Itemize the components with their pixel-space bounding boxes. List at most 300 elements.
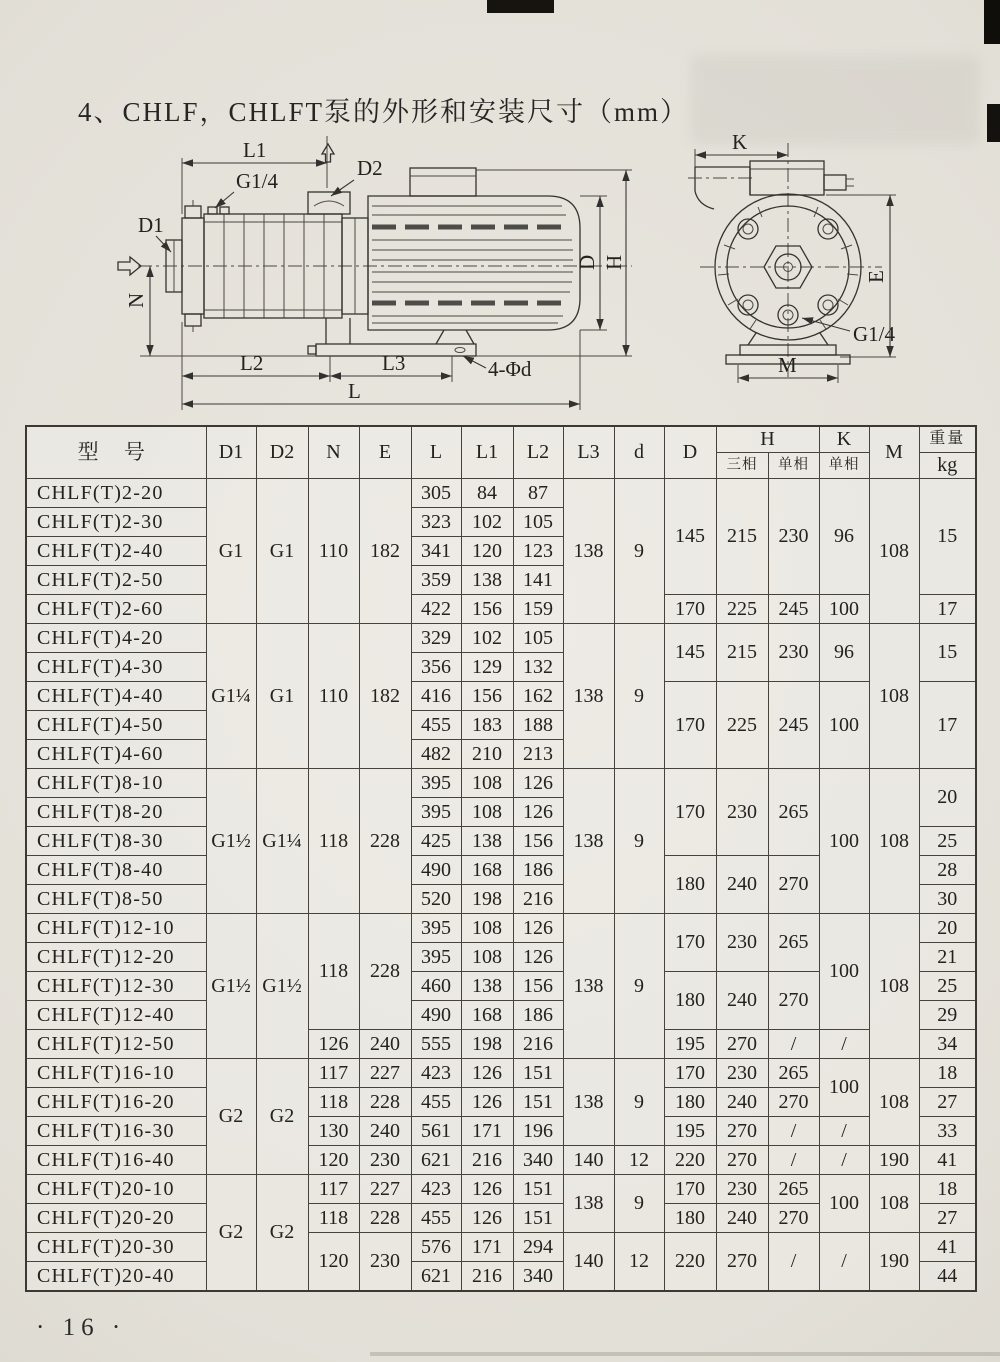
cell: 182 xyxy=(359,624,411,769)
cell: G1 xyxy=(206,479,256,624)
cell: 228 xyxy=(359,769,411,914)
cell: 105 xyxy=(513,624,563,653)
model-cell: CHLF(T)20-40 xyxy=(26,1262,206,1292)
table-row xyxy=(26,595,976,624)
cell: 323 xyxy=(411,508,461,537)
cell: 102 xyxy=(461,508,513,537)
discharge-elbow xyxy=(695,167,750,209)
cell: 145 xyxy=(664,624,716,682)
cell: 108 xyxy=(461,769,513,798)
terminal-box xyxy=(410,168,476,196)
cell: 96 xyxy=(819,479,869,595)
cell: 230 xyxy=(716,1175,768,1204)
cell: 108 xyxy=(869,479,919,624)
cell: 110 xyxy=(308,624,359,769)
cell: 228 xyxy=(359,1088,411,1117)
dim-label-l3: L3 xyxy=(382,351,406,375)
cell: 395 xyxy=(411,914,461,943)
cell: 118 xyxy=(308,769,359,914)
dimensions-table xyxy=(25,425,977,1292)
cell: 265 xyxy=(768,769,819,856)
cell: 240 xyxy=(716,972,768,1030)
cell: 156 xyxy=(461,595,513,624)
cell: 100 xyxy=(819,1175,869,1233)
cell: 162 xyxy=(513,682,563,711)
cell: 455 xyxy=(411,711,461,740)
cell: 340 xyxy=(513,1146,563,1175)
cell: 138 xyxy=(563,1059,614,1146)
cell: 227 xyxy=(359,1059,411,1088)
dim-label-g14: G1/4 xyxy=(236,169,278,193)
cell: 230 xyxy=(716,1059,768,1088)
col-header-d: d xyxy=(614,426,664,479)
cell: 12 xyxy=(614,1233,664,1292)
cell: 87 xyxy=(513,479,563,508)
cell: 270 xyxy=(716,1030,768,1059)
pump-side-view-drawing xyxy=(110,130,650,425)
cell: 33 xyxy=(919,1117,976,1146)
cell: 180 xyxy=(664,856,716,914)
cell: 423 xyxy=(411,1059,461,1088)
cell: 100 xyxy=(819,595,869,624)
cell: 356 xyxy=(411,653,461,682)
cell: 156 xyxy=(513,827,563,856)
cell: 482 xyxy=(411,740,461,769)
cell: 156 xyxy=(461,682,513,711)
cell: 126 xyxy=(461,1175,513,1204)
cell: 240 xyxy=(716,856,768,914)
table-row xyxy=(26,479,976,508)
cell: 555 xyxy=(411,1030,461,1059)
cell: 9 xyxy=(614,624,664,769)
col-header-l3: L3 xyxy=(563,426,614,479)
cell: 151 xyxy=(513,1088,563,1117)
scan-artifact xyxy=(370,1352,1000,1356)
model-cell: CHLF(T)8-30 xyxy=(26,827,206,856)
cell: 270 xyxy=(768,972,819,1030)
cell: 9 xyxy=(614,1175,664,1233)
cell: 118 xyxy=(308,1204,359,1233)
model-cell: CHLF(T)8-50 xyxy=(26,885,206,914)
cell: 18 xyxy=(919,1175,976,1204)
cell: 126 xyxy=(308,1030,359,1059)
dim-label-n: N xyxy=(124,292,148,308)
dim-label-l2: L2 xyxy=(240,351,264,375)
cell: / xyxy=(768,1146,819,1175)
flow-arrow-icon xyxy=(118,257,141,275)
cell: 168 xyxy=(461,1001,513,1030)
cell: 186 xyxy=(513,856,563,885)
cell: 15 xyxy=(919,624,976,682)
table-row xyxy=(26,1175,976,1204)
cell: 422 xyxy=(411,595,461,624)
cell: 117 xyxy=(308,1059,359,1088)
cell: 245 xyxy=(768,682,819,769)
cell: G2 xyxy=(256,1175,308,1292)
cell: 460 xyxy=(411,972,461,1001)
cell: 216 xyxy=(513,1030,563,1059)
model-cell: CHLF(T)12-30 xyxy=(26,972,206,1001)
col-header-e: E xyxy=(359,426,411,479)
col-header-l1: L1 xyxy=(461,426,513,479)
cell: 102 xyxy=(461,624,513,653)
cell: 561 xyxy=(411,1117,461,1146)
cell: 126 xyxy=(461,1088,513,1117)
header-row xyxy=(26,426,976,453)
cell: 182 xyxy=(359,479,411,624)
dim-label-g14: G1/4 xyxy=(853,322,895,346)
cell: 198 xyxy=(461,1030,513,1059)
model-cell: CHLF(T)2-50 xyxy=(26,566,206,595)
dim-label-e: E xyxy=(864,270,888,283)
cell: 305 xyxy=(411,479,461,508)
cell: G2 xyxy=(206,1175,256,1292)
cell: 151 xyxy=(513,1059,563,1088)
page-title: 4、CHLF，CHLFT泵的外形和安装尺寸（mm） xyxy=(78,97,690,127)
cell: 12 xyxy=(614,1146,664,1175)
col-header-d1: D1 xyxy=(206,426,256,479)
cell: 168 xyxy=(461,856,513,885)
cell: 28 xyxy=(919,856,976,885)
cell: / xyxy=(819,1030,869,1059)
cell: 123 xyxy=(513,537,563,566)
cell: 138 xyxy=(563,624,614,769)
cell: 108 xyxy=(869,769,919,914)
cell: G1 xyxy=(256,624,308,769)
cell: 151 xyxy=(513,1204,563,1233)
table-row xyxy=(26,1146,976,1175)
cell: 180 xyxy=(664,1204,716,1233)
cell: 27 xyxy=(919,1088,976,1117)
col-header-m: M xyxy=(869,426,919,479)
cell: 170 xyxy=(664,769,716,856)
model-cell: CHLF(T)4-30 xyxy=(26,653,206,682)
cell: G1¼ xyxy=(206,624,256,769)
cell: 294 xyxy=(513,1233,563,1262)
cell: 129 xyxy=(461,653,513,682)
cell: 240 xyxy=(359,1030,411,1059)
cell: 126 xyxy=(513,943,563,972)
cell: 126 xyxy=(461,1204,513,1233)
cell: 395 xyxy=(411,798,461,827)
cell: 132 xyxy=(513,653,563,682)
cell: 138 xyxy=(461,566,513,595)
cell: 270 xyxy=(768,1204,819,1233)
model-cell: CHLF(T)4-40 xyxy=(26,682,206,711)
cell: 455 xyxy=(411,1088,461,1117)
terminal-box xyxy=(750,161,824,195)
cell: 120 xyxy=(308,1146,359,1175)
cell: 490 xyxy=(411,1001,461,1030)
col-header-model: 型 号 xyxy=(26,426,206,479)
cell: 245 xyxy=(768,595,819,624)
page-number: · 16 · xyxy=(36,1314,127,1341)
cell: 156 xyxy=(513,972,563,1001)
model-cell: CHLF(T)16-10 xyxy=(26,1059,206,1088)
cell: 96 xyxy=(819,624,869,682)
cell: 126 xyxy=(513,914,563,943)
cell: 138 xyxy=(461,827,513,856)
cell: 29 xyxy=(919,1001,976,1030)
cell: G1½ xyxy=(206,769,256,914)
cell: 126 xyxy=(461,1059,513,1088)
cell: 171 xyxy=(461,1233,513,1262)
cell: 118 xyxy=(308,914,359,1030)
cell: 145 xyxy=(664,479,716,595)
cell: / xyxy=(819,1146,869,1175)
model-cell: CHLF(T)8-40 xyxy=(26,856,206,885)
cell: 180 xyxy=(664,1088,716,1117)
col-header-three-phase: 三相 xyxy=(716,453,768,479)
cell: 108 xyxy=(869,1059,919,1146)
cell: 20 xyxy=(919,769,976,827)
cell: / xyxy=(768,1233,819,1292)
dim-label-m: M xyxy=(778,353,797,377)
cell: 21 xyxy=(919,943,976,972)
cell: 151 xyxy=(513,1175,563,1204)
cell: 621 xyxy=(411,1262,461,1292)
cell: 230 xyxy=(359,1233,411,1292)
cell: 621 xyxy=(411,1146,461,1175)
cell: 170 xyxy=(664,1059,716,1088)
cell: 120 xyxy=(461,537,513,566)
dim-label-d1: D1 xyxy=(138,213,164,237)
cell: 265 xyxy=(768,1059,819,1088)
cell: 395 xyxy=(411,769,461,798)
cell: 17 xyxy=(919,595,976,624)
col-header-kg: kg xyxy=(919,453,976,479)
cell: 227 xyxy=(359,1175,411,1204)
cell: G1½ xyxy=(256,914,308,1059)
cell: 18 xyxy=(919,1059,976,1088)
cell: 41 xyxy=(919,1146,976,1175)
cell: 117 xyxy=(308,1175,359,1204)
cell: 41 xyxy=(919,1233,976,1262)
cell: 216 xyxy=(513,885,563,914)
cell: 228 xyxy=(359,1204,411,1233)
cell: 213 xyxy=(513,740,563,769)
cell: G2 xyxy=(256,1059,308,1175)
cell: 490 xyxy=(411,856,461,885)
model-cell: CHLF(T)12-50 xyxy=(26,1030,206,1059)
table-row xyxy=(26,1233,976,1262)
cell: / xyxy=(768,1117,819,1146)
model-cell: CHLF(T)16-40 xyxy=(26,1146,206,1175)
cell: / xyxy=(819,1233,869,1292)
dim-label-l: L xyxy=(348,379,361,403)
cell: 230 xyxy=(768,624,819,682)
cell: 100 xyxy=(819,769,869,914)
scan-artifact xyxy=(487,0,554,13)
cell: 240 xyxy=(359,1117,411,1146)
model-cell: CHLF(T)4-20 xyxy=(26,624,206,653)
dim-label-k: K xyxy=(732,130,748,154)
cell: 220 xyxy=(664,1233,716,1292)
cell: 520 xyxy=(411,885,461,914)
cell: 118 xyxy=(308,1088,359,1117)
cell: G1½ xyxy=(206,914,256,1059)
cell: 210 xyxy=(461,740,513,769)
model-cell: CHLF(T)16-30 xyxy=(26,1117,206,1146)
cell: 216 xyxy=(461,1262,513,1292)
cell: 108 xyxy=(869,914,919,1059)
cell: 20 xyxy=(919,914,976,943)
pump-front-view-drawing xyxy=(650,125,990,415)
table-row xyxy=(26,769,976,798)
dim-label-big-d: D xyxy=(575,254,599,270)
col-header-l2: L2 xyxy=(513,426,563,479)
col-header-weight: 重量 xyxy=(919,426,976,453)
model-cell: CHLF(T)2-20 xyxy=(26,479,206,508)
cell: 30 xyxy=(919,885,976,914)
cell: 230 xyxy=(359,1146,411,1175)
cell: 188 xyxy=(513,711,563,740)
flow-arrow-up-icon xyxy=(322,144,334,162)
model-cell: CHLF(T)4-50 xyxy=(26,711,206,740)
cell: 425 xyxy=(411,827,461,856)
cell: 195 xyxy=(664,1030,716,1059)
cell: 416 xyxy=(411,682,461,711)
cell: 576 xyxy=(411,1233,461,1262)
model-cell: CHLF(T)2-30 xyxy=(26,508,206,537)
cell: 265 xyxy=(768,1175,819,1204)
table-row xyxy=(26,1030,976,1059)
cell: 423 xyxy=(411,1175,461,1204)
col-header-single-phase: 单相 xyxy=(768,453,819,479)
dim-label-d2: D2 xyxy=(357,156,383,180)
cell: 100 xyxy=(819,914,869,1030)
cell: G1 xyxy=(256,479,308,624)
cell: 225 xyxy=(716,682,768,769)
cell: 126 xyxy=(513,769,563,798)
model-cell: CHLF(T)16-20 xyxy=(26,1088,206,1117)
cell: 228 xyxy=(359,914,411,1030)
cell: 108 xyxy=(461,798,513,827)
cell: 9 xyxy=(614,914,664,1059)
cell: 240 xyxy=(716,1088,768,1117)
cell: 171 xyxy=(461,1117,513,1146)
cell: 329 xyxy=(411,624,461,653)
cell: 17 xyxy=(919,682,976,769)
scan-artifact xyxy=(984,0,1000,44)
cell: 230 xyxy=(768,479,819,595)
cell: / xyxy=(768,1030,819,1059)
discharge-port xyxy=(308,192,350,214)
cell: 215 xyxy=(716,479,768,595)
cell: 170 xyxy=(664,682,716,769)
cell: 140 xyxy=(563,1146,614,1175)
model-cell: CHLF(T)8-20 xyxy=(26,798,206,827)
cell: 455 xyxy=(411,1204,461,1233)
cell: 138 xyxy=(563,1175,614,1233)
cell: 180 xyxy=(664,972,716,1030)
cell: 110 xyxy=(308,479,359,624)
dim-label-l1: L1 xyxy=(243,138,267,162)
cell: 108 xyxy=(869,624,919,769)
model-cell: CHLF(T)12-40 xyxy=(26,1001,206,1030)
cell: 140 xyxy=(563,1233,614,1292)
model-cell: CHLF(T)12-20 xyxy=(26,943,206,972)
cell: 190 xyxy=(869,1233,919,1292)
cell: 25 xyxy=(919,972,976,1001)
cell: 108 xyxy=(461,943,513,972)
cell: 108 xyxy=(869,1175,919,1233)
cell: 138 xyxy=(563,914,614,1059)
cell: 34 xyxy=(919,1030,976,1059)
cell: 183 xyxy=(461,711,513,740)
cell: 270 xyxy=(716,1117,768,1146)
cell: 9 xyxy=(614,479,664,624)
cell: 198 xyxy=(461,885,513,914)
cell: 170 xyxy=(664,914,716,972)
cell: 9 xyxy=(614,769,664,914)
table-row xyxy=(26,1117,976,1146)
cell: 25 xyxy=(919,827,976,856)
cell: 230 xyxy=(716,769,768,856)
model-cell: CHLF(T)2-40 xyxy=(26,537,206,566)
cell: 270 xyxy=(716,1233,768,1292)
dim-label-h: H xyxy=(602,254,626,270)
col-header-k-single-phase: 单相 xyxy=(819,453,869,479)
dim-label-bolt-holes: 4-Φd xyxy=(488,357,532,381)
model-cell: CHLF(T)20-10 xyxy=(26,1175,206,1204)
cell: 120 xyxy=(308,1233,359,1292)
cell: 186 xyxy=(513,1001,563,1030)
cell: 138 xyxy=(563,769,614,914)
cell: 100 xyxy=(819,682,869,769)
cell: 44 xyxy=(919,1262,976,1292)
model-cell: CHLF(T)2-60 xyxy=(26,595,206,624)
cell: G2 xyxy=(206,1059,256,1175)
cell: 195 xyxy=(664,1117,716,1146)
cell: G1¼ xyxy=(256,769,308,914)
cell: 196 xyxy=(513,1117,563,1146)
cell: 126 xyxy=(513,798,563,827)
col-header-k: K xyxy=(819,426,869,453)
table-row xyxy=(26,682,976,711)
model-cell: CHLF(T)12-10 xyxy=(26,914,206,943)
cell: 105 xyxy=(513,508,563,537)
cell: / xyxy=(819,1117,869,1146)
cell: 138 xyxy=(563,479,614,624)
cell: 230 xyxy=(716,914,768,972)
cell: 130 xyxy=(308,1117,359,1146)
col-header-d2: D2 xyxy=(256,426,308,479)
cell: 170 xyxy=(664,1175,716,1204)
cell: 159 xyxy=(513,595,563,624)
model-cell: CHLF(T)20-20 xyxy=(26,1204,206,1233)
cell: 190 xyxy=(869,1146,919,1175)
cell: 225 xyxy=(716,595,768,624)
cell: 270 xyxy=(716,1146,768,1175)
col-header-n: N xyxy=(308,426,359,479)
cell: 340 xyxy=(513,1262,563,1292)
cell: 216 xyxy=(461,1146,513,1175)
cell: 27 xyxy=(919,1204,976,1233)
cell: 108 xyxy=(461,914,513,943)
model-cell: CHLF(T)8-10 xyxy=(26,769,206,798)
col-header-l: L xyxy=(411,426,461,479)
table-row xyxy=(26,624,976,653)
motor-body xyxy=(368,196,580,330)
cell: 100 xyxy=(819,1059,869,1117)
cell: 215 xyxy=(716,624,768,682)
col-header-h: H xyxy=(716,426,819,453)
cell: 395 xyxy=(411,943,461,972)
model-cell: CHLF(T)20-30 xyxy=(26,1233,206,1262)
cell: 220 xyxy=(664,1146,716,1175)
cell: 270 xyxy=(768,1088,819,1117)
